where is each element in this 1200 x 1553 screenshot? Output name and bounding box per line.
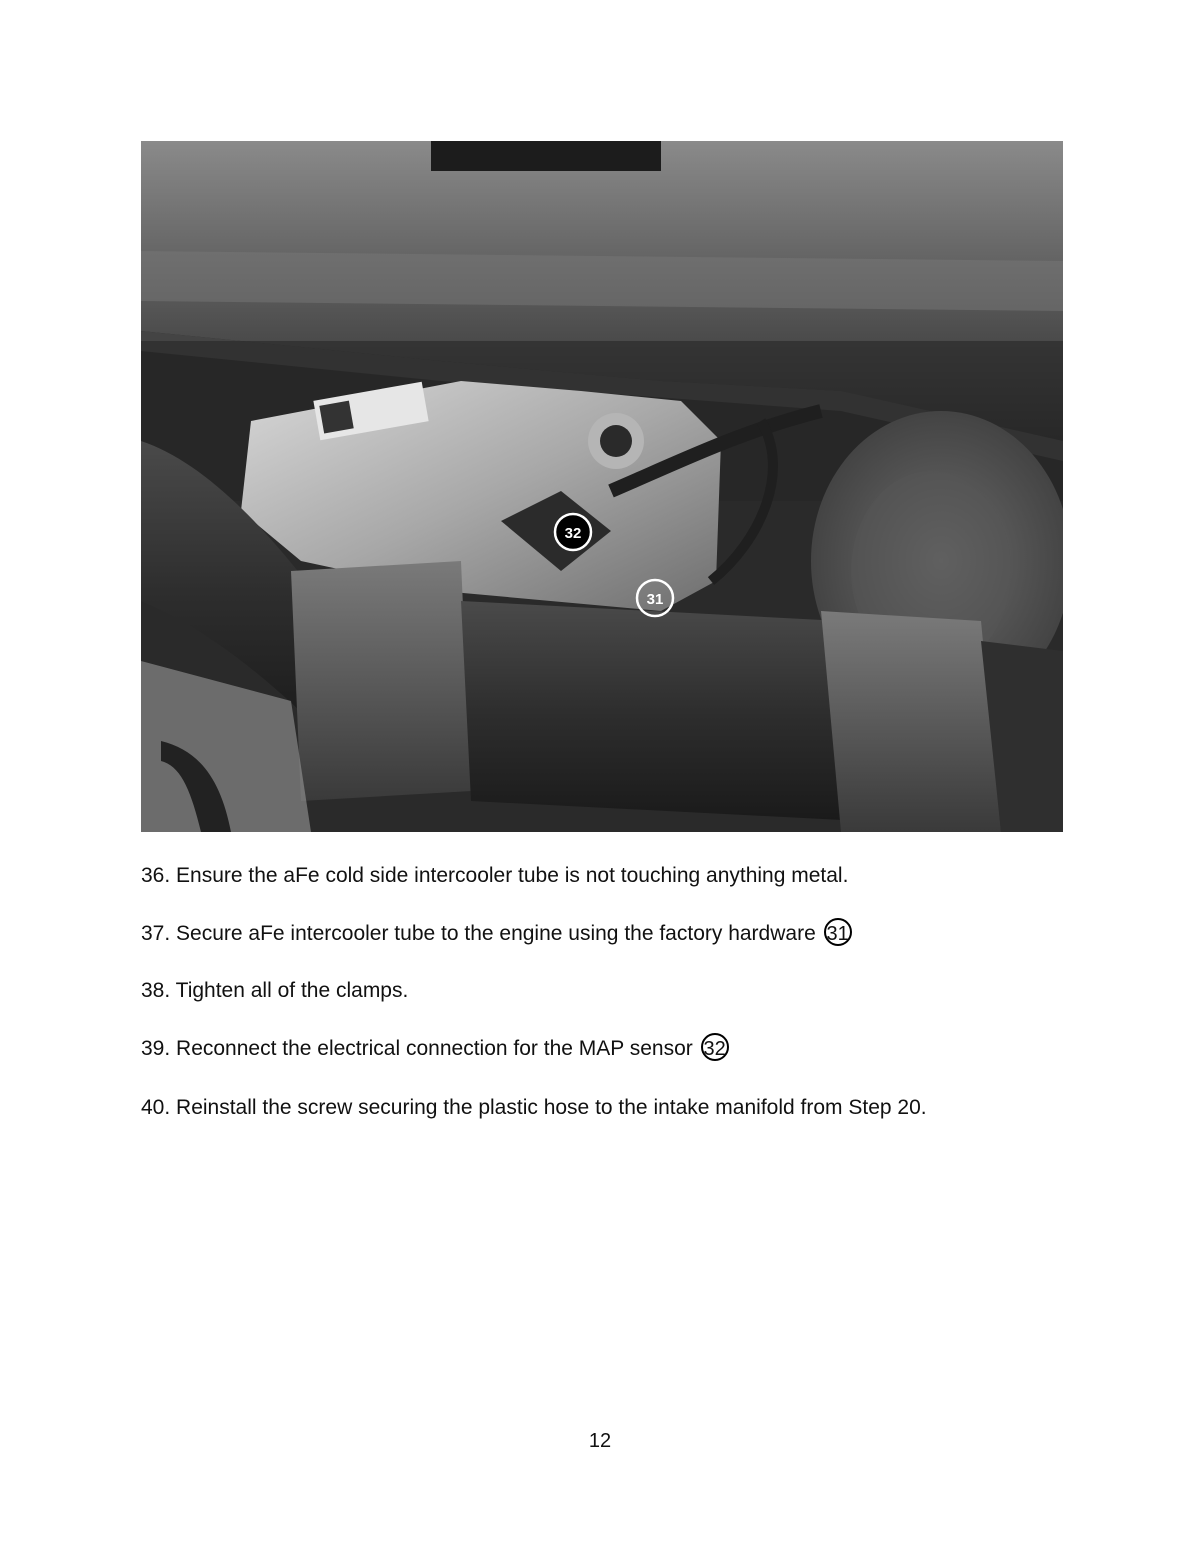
engine-bay-photo [141, 141, 1063, 832]
reference-circle-31: 31 [824, 918, 852, 946]
callout-32 [555, 514, 591, 550]
step-39-text: 39. Reconnect the electrical connection for the MAP sensor [141, 1037, 693, 1060]
step-38-text: 38. Tighten all of the clamps. [141, 979, 409, 1002]
step-36-text: 36. Ensure the aFe cold side intercooler tube is not touching anything metal. [141, 864, 849, 887]
step-37 [141, 920, 852, 948]
step-36 [141, 862, 848, 890]
svg-text:32: 32 [564, 525, 582, 542]
step-37-text: 37. Secure aFe intercooler tube to the engine using the factory hardware [141, 922, 816, 945]
step-40-text: 40. Reinstall the screw securing the plastic hose to the intake manifold from Step 20. [141, 1096, 927, 1119]
step-39 [141, 1035, 729, 1063]
engine-photo-illustration [141, 141, 1063, 832]
page-number: 12 [588, 1430, 612, 1452]
reference-circle-32: 32 [701, 1033, 729, 1061]
step-38 [141, 977, 408, 1005]
svg-text:31: 31 [646, 591, 664, 608]
step-40 [141, 1094, 927, 1122]
